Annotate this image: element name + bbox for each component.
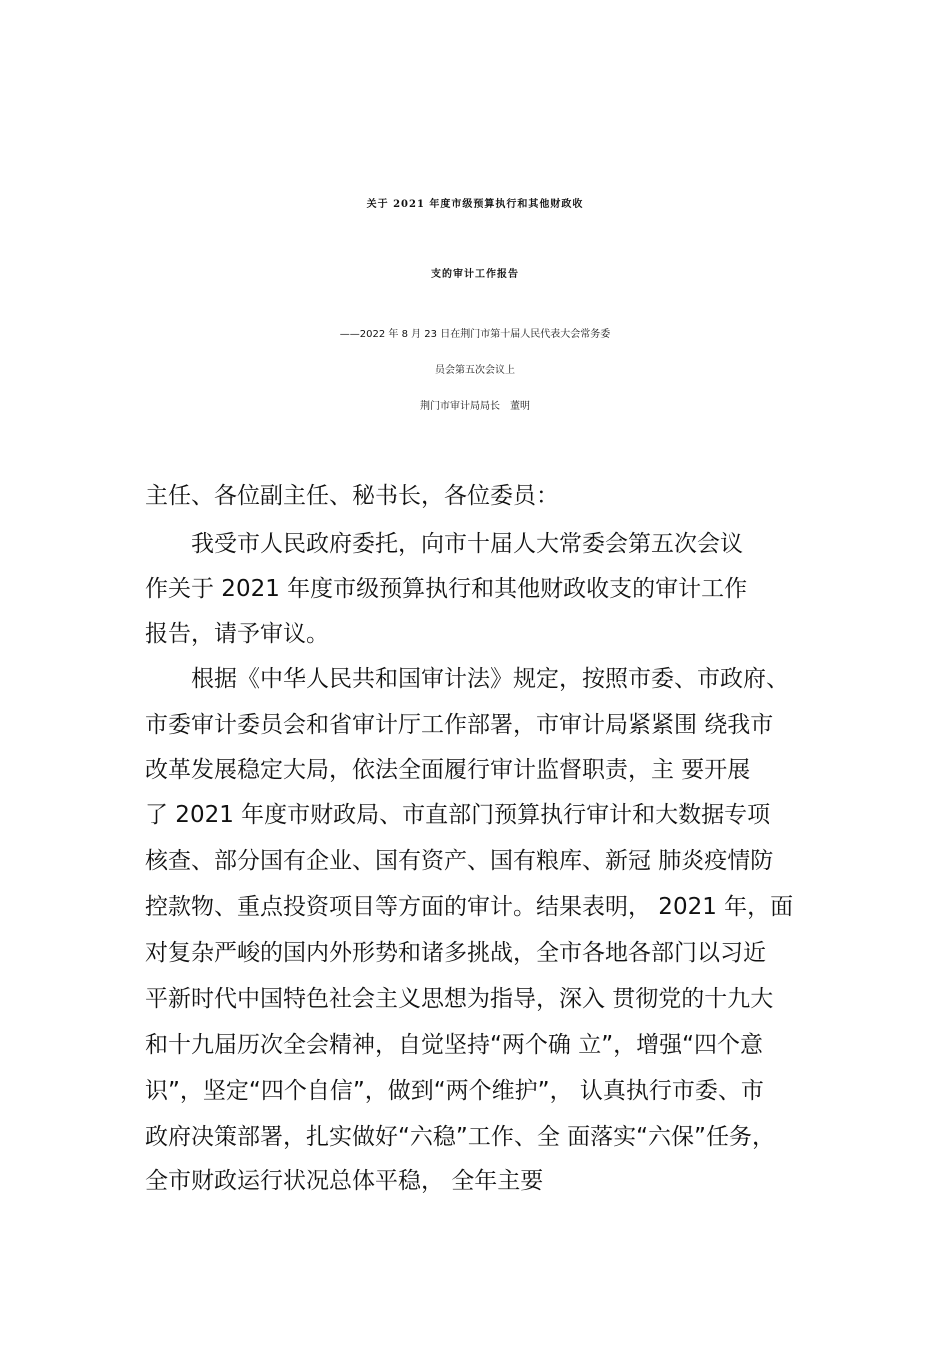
body-line: 全市财政运行状况总体平稳， 全年主要 <box>145 1168 544 1194</box>
body-line: 平新时代中国特色社会主义思想为指导，深入 贯彻党的十九大 <box>145 986 774 1012</box>
body-line: 改革发展稳定大局，依法全面履行审计监督职责，主 要开展 <box>145 757 751 783</box>
body-line: 政府决策部署，扎实做好“六稳”工作、全 面落实“六保”任务， <box>145 1124 775 1150</box>
body-line: 市委审计委员会和省审计厅工作部署，市审计局紧紧围 绕我市 <box>145 712 774 738</box>
document-title-line-1: 关于 2021 年度市级预算执行和其他财政收 <box>366 199 584 210</box>
meeting-info-line-1: ——2022 年 8 月 23 日在荆门市第十届人民代表大会常务委 <box>339 329 611 340</box>
body-line: 报告，请予审议。 <box>145 621 329 647</box>
body-line: 了 2021 年度市财政局、市直部门预算执行审计和大数据专项 <box>145 802 771 828</box>
body-line: 作关于 2021 年度市级预算执行和其他财政收支的审计工作 <box>145 576 748 602</box>
body-line: 识”，坚定“四个自信”，做到“两个维护”， 认真执行市委、市 <box>145 1078 764 1104</box>
body-line: 我受市人民政府委托，向市十届人大常委会第五次会议 <box>145 531 743 557</box>
body-line: 根据《中华人民共和国审计法》规定，按照市委、市政府、 <box>145 666 789 692</box>
document-title-line-2: 支的审计工作报告 <box>431 269 519 280</box>
body-line: 控款物、重点投资项目等方面的审计。结果表明， 2021 年，面 <box>145 894 794 920</box>
body-line: 核查、部分国有企业、国有资产、国有粮库、新冠 肺炎疫情防 <box>145 848 774 874</box>
salutation: 主任、各位副主任、秘书长，各位委员： <box>145 483 559 509</box>
body-line: 和十九届历次全会精神，自觉坚持“两个确 立”，增强“四个意 <box>145 1032 764 1058</box>
meeting-info-line-2: 员会第五次会议上 <box>435 365 515 376</box>
body-line: 对复杂严峻的国内外形势和诸多挑战，全市各地各部门以习近 <box>145 940 766 966</box>
speaker-line: 荆门市审计局局长 董明 <box>420 401 530 412</box>
